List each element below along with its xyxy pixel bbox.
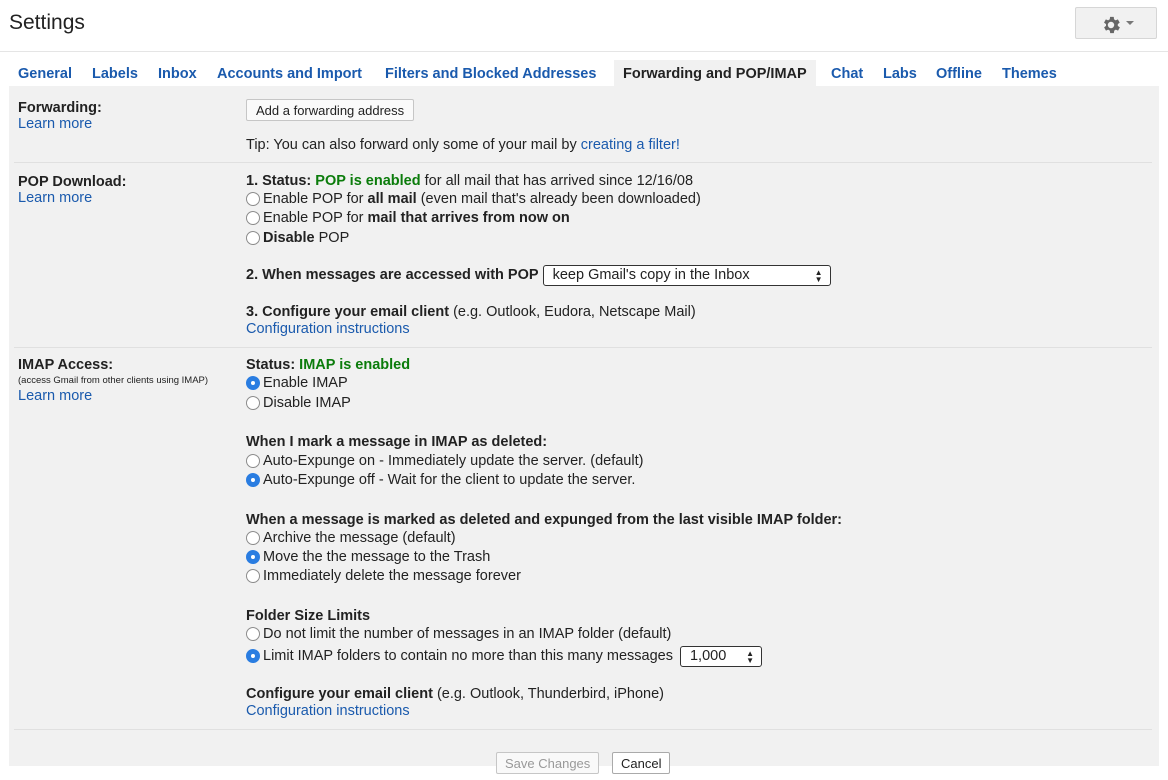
pop-access-value: keep Gmail's copy in the Inbox bbox=[552, 267, 750, 283]
pop-from-now-radio[interactable] bbox=[246, 211, 260, 225]
pop-opt3-bold: Disable bbox=[263, 230, 315, 246]
pop-status-value: POP is enabled bbox=[315, 173, 421, 189]
pop-configure-row bbox=[246, 304, 696, 320]
pop-access-label: 2. When messages are accessed with POP bbox=[246, 267, 539, 283]
no-limit-radio[interactable] bbox=[246, 627, 260, 641]
imap-enable-label: Enable IMAP bbox=[263, 375, 348, 391]
imap-configure-row bbox=[246, 686, 664, 702]
expunge-on-radio[interactable] bbox=[246, 454, 260, 468]
page-title: Settings bbox=[9, 11, 85, 34]
pop-opt2-text: Enable POP for bbox=[263, 210, 368, 226]
pop-configure-bold: 3. Configure your email client bbox=[246, 304, 450, 320]
pop-all-mail-radio[interactable] bbox=[246, 192, 260, 206]
cancel-button[interactable]: Cancel bbox=[612, 752, 670, 774]
no-limit-option[interactable] bbox=[246, 626, 671, 642]
deleted-heading: When I mark a message in IMAP as deleted: bbox=[246, 434, 548, 450]
pop-option-from-now[interactable] bbox=[246, 210, 570, 226]
pop-disable-radio[interactable] bbox=[246, 231, 260, 245]
archive-label: Archive the message (default) bbox=[263, 530, 456, 546]
imap-enable-option[interactable] bbox=[246, 375, 348, 391]
archive-option[interactable] bbox=[246, 530, 456, 546]
creating-filter-link[interactable]: creating a filter! bbox=[580, 137, 680, 153]
delete-forever-option[interactable] bbox=[246, 568, 521, 584]
expunged-heading: When a message is marked as deleted and expunged from the last visible IMAP folder: bbox=[246, 512, 843, 528]
tab-inbox[interactable]: Inbox bbox=[158, 66, 197, 82]
limit-count-value: 1,000 bbox=[689, 648, 727, 664]
imap-enable-radio[interactable] bbox=[246, 376, 260, 390]
pop-opt3-text: POP bbox=[314, 230, 350, 246]
pop-option-disable[interactable] bbox=[246, 230, 349, 246]
expunge-on-option[interactable] bbox=[246, 453, 643, 469]
imap-disable-option[interactable] bbox=[246, 395, 351, 411]
imap-status-value: IMAP is enabled bbox=[299, 357, 411, 373]
pop-label-group bbox=[18, 174, 127, 206]
pop-status-prefix: 1. Status: bbox=[246, 173, 316, 189]
tab-labels[interactable]: Labels bbox=[92, 66, 138, 82]
tab-offline[interactable]: Offline bbox=[936, 66, 982, 82]
pop-configure-rest: (e.g. Outlook, Eudora, Netscape Mail) bbox=[449, 304, 696, 320]
forwarding-label-group bbox=[18, 100, 102, 132]
tab-filters[interactable]: Filters and Blocked Addresses bbox=[385, 66, 597, 82]
limit-label: Limit IMAP folders to contain no more than this many messages bbox=[263, 648, 673, 664]
trash-option[interactable] bbox=[246, 549, 490, 565]
limit-radio[interactable] bbox=[246, 649, 260, 663]
pop-opt2-bold: mail that arrives from now on bbox=[367, 210, 570, 226]
imap-configure-rest: (e.g. Outlook, Thunderbird, iPhone) bbox=[432, 686, 664, 702]
imap-learn-more-link[interactable]: Learn more bbox=[18, 388, 93, 404]
settings-menu-button[interactable] bbox=[1075, 7, 1157, 39]
top-bar bbox=[0, 0, 1168, 52]
expunge-on-label: Auto-Expunge on - Immediately update the server. (default) bbox=[263, 453, 644, 469]
imap-configure-bold: Configure your email client bbox=[246, 686, 433, 702]
delete-forever-radio[interactable] bbox=[246, 569, 260, 583]
imap-status-prefix: Status: bbox=[246, 357, 300, 373]
imap-note: (access Gmail from other clients using IMAP) bbox=[18, 375, 209, 386]
imap-status bbox=[246, 357, 410, 373]
save-changes-button[interactable]: Save Changes bbox=[496, 752, 599, 774]
imap-configuration-instructions-link[interactable]: Configuration instructions bbox=[246, 703, 410, 719]
imap-label-group bbox=[18, 357, 208, 404]
tab-themes[interactable]: Themes bbox=[1002, 66, 1057, 82]
trash-radio[interactable] bbox=[246, 550, 260, 564]
pop-learn-more-link[interactable]: Learn more bbox=[18, 190, 93, 206]
settings-tabs bbox=[9, 60, 1159, 87]
section-divider bbox=[14, 729, 1152, 730]
select-arrows-icon: ▲ ▼ bbox=[746, 649, 754, 665]
tab-general[interactable]: General bbox=[18, 66, 72, 82]
forwarding-tip bbox=[246, 137, 680, 153]
delete-forever-label: Immediately delete the message forever bbox=[263, 568, 521, 584]
forwarding-label: Forwarding: bbox=[18, 100, 102, 116]
pop-status-suffix: for all mail that has arrived since 12/16/08 bbox=[420, 173, 694, 189]
pop-opt1-text: Enable POP for bbox=[263, 191, 368, 207]
imap-disable-label: Disable IMAP bbox=[263, 395, 351, 411]
no-limit-label: Do not limit the number of messages in an IMAP folder (default) bbox=[263, 626, 672, 642]
select-arrows-icon: ▲ ▼ bbox=[814, 268, 823, 284]
tab-forwarding-pop-imap[interactable]: Forwarding and POP/IMAP bbox=[614, 60, 816, 87]
pop-configuration-instructions-link[interactable]: Configuration instructions bbox=[246, 321, 410, 337]
tab-labs[interactable]: Labs bbox=[883, 66, 917, 82]
pop-opt1-bold: all mail bbox=[367, 191, 417, 207]
pop-status bbox=[246, 173, 693, 189]
expunge-off-radio[interactable] bbox=[246, 473, 260, 487]
limit-option[interactable] bbox=[246, 646, 762, 667]
expunge-off-option[interactable] bbox=[246, 472, 635, 488]
folder-size-heading: Folder Size Limits bbox=[246, 608, 371, 624]
chevron-down-icon bbox=[1126, 21, 1134, 25]
forwarding-learn-more-link[interactable]: Learn more bbox=[18, 116, 93, 132]
pop-download-label: POP Download: bbox=[18, 174, 127, 190]
tab-chat[interactable]: Chat bbox=[831, 66, 864, 82]
archive-radio[interactable] bbox=[246, 531, 260, 545]
expunge-off-label: Auto-Expunge off - Wait for the client to update the server. bbox=[263, 472, 636, 488]
section-divider bbox=[14, 347, 1152, 348]
pop-option-all-mail[interactable] bbox=[246, 191, 701, 207]
pop-access-row bbox=[246, 265, 831, 286]
imap-disable-radio[interactable] bbox=[246, 396, 260, 410]
trash-label: Move the the message to the Trash bbox=[263, 549, 491, 565]
pop-access-select[interactable] bbox=[543, 265, 831, 286]
tab-accounts-and-import[interactable]: Accounts and Import bbox=[217, 66, 363, 82]
add-forwarding-address-button[interactable]: Add a forwarding address bbox=[246, 99, 414, 121]
limit-count-select[interactable] bbox=[680, 646, 762, 667]
tip-text: Tip: You can also forward only some of your mail by bbox=[246, 137, 581, 153]
section-divider bbox=[14, 162, 1152, 163]
settings-panel bbox=[9, 86, 1159, 771]
pop-opt1-suffix: (even mail that's already been downloaded) bbox=[416, 191, 701, 207]
imap-access-label: IMAP Access: bbox=[18, 357, 114, 373]
gear-icon bbox=[1100, 14, 1122, 36]
